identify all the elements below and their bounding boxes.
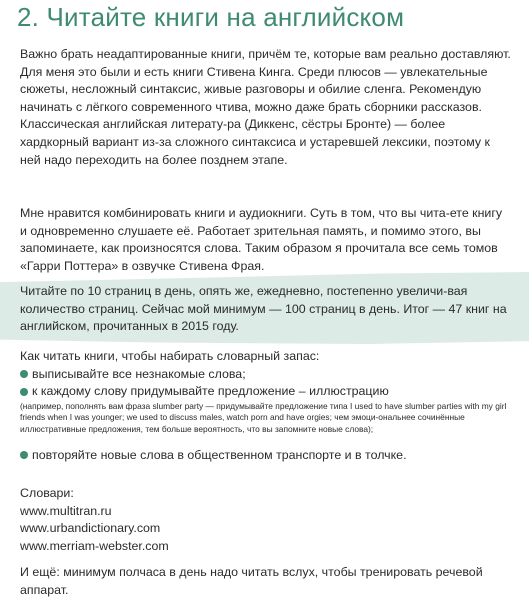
list-item [20, 448, 407, 462]
bullet-dot-icon [20, 370, 28, 378]
howto-section [20, 348, 512, 435]
dictionaries-heading: Словари: [20, 486, 74, 500]
bullet-dot-icon [20, 388, 28, 396]
bullet-text: выписывайте все незнакомые слова; [32, 366, 246, 381]
highlight-text: Читайте по 10 страниц в день, опять же, ежедневно, постепенно увеличи-вая количество страниц. Сейчас мой минимум — 100 страниц в день. Итог — 47 книг на английском, прочитанных в 2015 году. [20, 284, 507, 334]
bullet-dot-icon [20, 451, 28, 459]
howto-heading: Как читать книги, чтобы набирать словарный запас: [20, 349, 320, 363]
example-note: (например, пополнять вам фраза slumber party — придумывайте предложение типа I used to have slumber parties with my girl friends when I was younger; we used to discuss males, watch porn and have orgies; чем эмоци-ональнее сочинённые иллюстративные предложения, тем больше вероятность, что вы запомните новые слова); [20, 400, 507, 434]
dictionary-link[interactable]: www.merriam-webster.com [20, 538, 169, 553]
dictionary-link[interactable]: www.urbandictionary.com [20, 521, 161, 536]
paragraph-read-aloud: И ещё: минимум полчаса в день надо читать вслух, чтобы тренировать речевой аппарат. [20, 565, 483, 597]
bullet-text: повторяйте новые слова в общественном транспорте и в толчке. [32, 448, 407, 462]
bullet-text: к каждому слову придумывайте предложение – иллюстрацию [32, 384, 389, 399]
dictionary-link[interactable]: www.multitran.ru [20, 503, 112, 518]
paragraph-books: Важно брать неадаптированные книги, причём те, которые вам реально доставляют. Для меня это были и есть книги Стивена Кинга. Среди плюсов — увлекательные сюжеты, несложный синтаксис, живые разговоры и обилие сленга. Рекомендую начинать с лёгкого современного чтива, можно даже брать сборники рассказов. Классическая английская литерату-ра (Диккенс, сёстры Бронте) — более хардкорный вариант из-за сложного синтаксиса и устаревшей лексики, поэтому к ней надо переходить на более позднем этапе. [20, 47, 511, 167]
dictionaries-list [20, 485, 169, 555]
list-item [20, 366, 512, 384]
section-title: 2. Читайте книги на английском [17, 2, 405, 32]
list-item [20, 383, 512, 401]
paragraph-audiobooks: Мне нравится комбинировать книги и аудиокниги. Суть в том, что вы чита-ете книгу и одновременно слушаете её. Работает зрительная память, и помимо этого, вы запоминаете, как произносятся слова. Таким образом я прочитала все семь томов «Гарри Поттера» в озвучке Стивена Фрая. [20, 206, 503, 273]
